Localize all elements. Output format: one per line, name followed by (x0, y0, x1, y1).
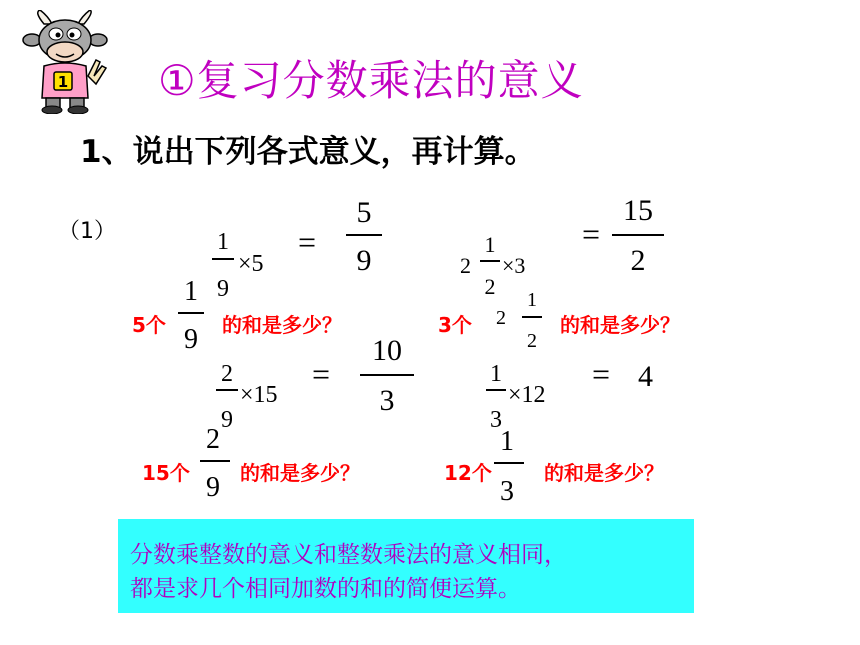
result-denominator: 2 (630, 244, 646, 277)
fraction-bar (178, 312, 204, 314)
meaning-count: 5个 (132, 313, 166, 337)
fraction-numerator: 1 (490, 361, 502, 387)
mascot-badge: 1 (57, 73, 69, 91)
fraction-bar (346, 234, 382, 236)
fraction-denominator: 3 (500, 476, 514, 507)
fraction-denominator: 9 (217, 276, 229, 302)
page-subtitle: 1、说出下列各式意义，再计算。 (80, 134, 536, 170)
meaning-count: 15个 (142, 461, 190, 485)
result-denominator: 3 (379, 384, 395, 417)
fraction-numerator: 1 (527, 289, 537, 311)
meaning-suffix: 的和是多少？ (544, 461, 664, 485)
fraction-denominator: 9 (206, 472, 220, 503)
multiplier: ×3 (502, 253, 526, 278)
meaning-count: 3个 (438, 313, 472, 337)
fraction-numerator: 1 (484, 232, 496, 257)
fraction-bar (200, 460, 230, 462)
equals-sign: = (312, 356, 331, 392)
multiplier: ×12 (508, 382, 546, 408)
meaning-suffix: 的和是多少？ (222, 313, 342, 337)
fraction-denominator: 3 (490, 407, 502, 433)
meaning-suffix: 的和是多少？ (560, 313, 680, 337)
mixed-whole: 2 (460, 253, 471, 278)
fraction-numerator: 1 (217, 229, 229, 255)
fraction-numerator: 2 (221, 361, 233, 387)
result-value: 4 (638, 360, 653, 393)
fraction-bar (360, 374, 414, 376)
fraction-denominator: 9 (221, 407, 233, 433)
result-numerator: 15 (623, 194, 653, 227)
equals-sign: = (582, 216, 601, 252)
multiplier: ×5 (238, 251, 264, 277)
summary-line-1: 分数乘整数的意义和整数乘法的意义相同， (130, 542, 567, 568)
fraction-numerator: 2 (206, 424, 220, 455)
result-numerator: 10 (372, 334, 402, 367)
fraction-bar (612, 234, 664, 236)
cow-mascot-icon (22, 10, 110, 114)
fraction-bar (494, 462, 524, 464)
fraction-bar (216, 389, 238, 391)
fraction-denominator: 2 (527, 330, 537, 352)
fraction-denominator: 9 (184, 324, 198, 355)
fraction-denominator: 2 (484, 274, 496, 299)
meaning-count: 12个 (444, 461, 492, 485)
fraction-bar (480, 260, 500, 262)
mixed-whole: 2 (496, 307, 506, 329)
fraction-bar (486, 389, 506, 391)
page-title: ①复习分数乘法的意义 (158, 56, 584, 105)
equals-sign: = (592, 356, 611, 392)
result-denominator: 9 (356, 244, 372, 277)
summary-line-2: 都是求几个相同加数的和的简便运算。 (130, 576, 521, 602)
equals-sign: = (298, 224, 317, 260)
fraction-numerator: 1 (500, 426, 514, 457)
fraction-bar (522, 316, 542, 318)
meaning-suffix: 的和是多少？ (240, 461, 360, 485)
multiplier: ×15 (240, 382, 278, 408)
part-label: （1） (58, 219, 116, 244)
fraction-numerator: 1 (184, 276, 198, 307)
fraction-bar (212, 258, 234, 260)
result-numerator: 5 (356, 196, 372, 229)
